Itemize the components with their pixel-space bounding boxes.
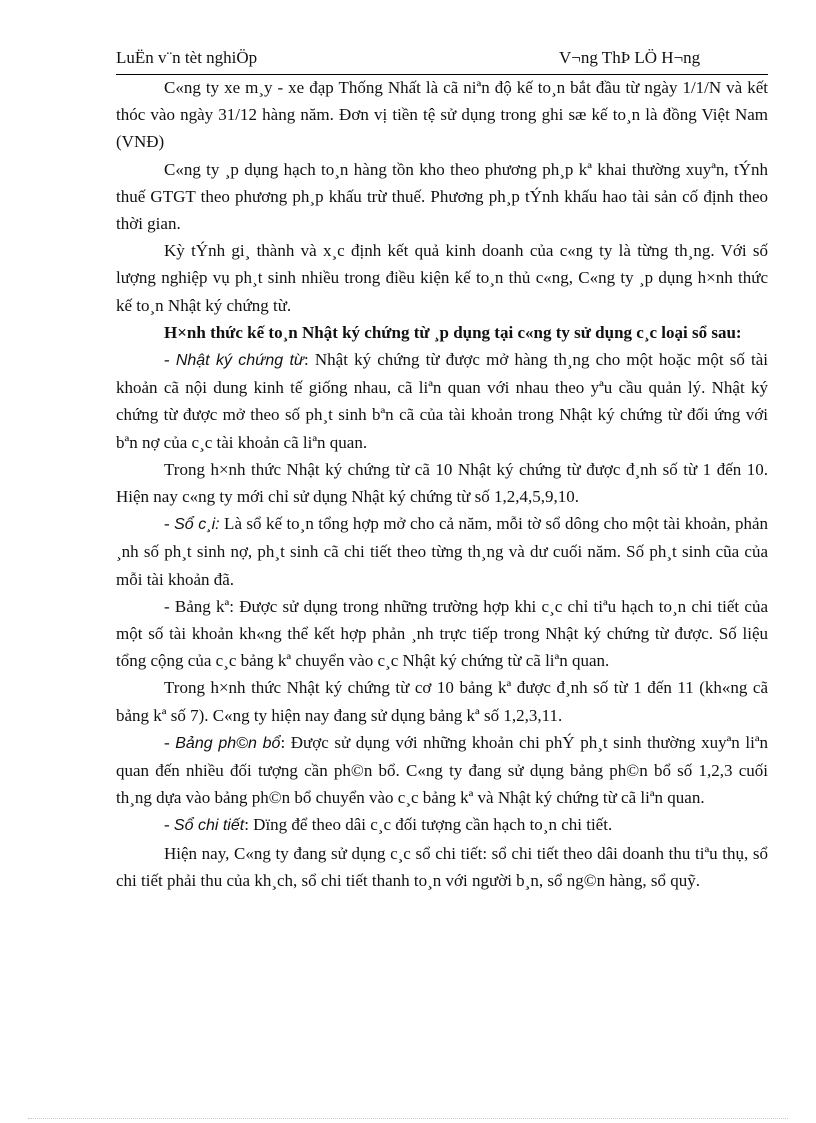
list-dash: - bbox=[164, 732, 176, 752]
term-ledger: Sổ c¸i: bbox=[174, 516, 220, 534]
page-border-bottom bbox=[28, 1118, 788, 1119]
paragraph-journal-voucher bbox=[116, 346, 768, 456]
journal-voucher-text: : Nhật ký chứng từ được mở hàng th¸ng cho một hoặc một số tài khoản cã nội dung kinh tế giống nhau, cã liªn quan với nhau theo yªu cầu quản lý. Nhật ký chứng từ được mở theo số ph¸t sinh bªn cã của tài khoản trong Nhật ký chứng từ đối ứng với bªn nợ của c¸c tài khoản cã liªn quan. bbox=[116, 350, 768, 452]
paragraph-current-books: Hiện nay, C«ng ty đang sử dụng c¸c sổ chi tiết: sổ chi tiết theo dâi doanh thu tiªu thụ, sổ chi tiết phải thu của kh¸ch, sổ chi tiết thanh to¸n với người b¸n, sổ ng©n hàng, sổ quỹ. bbox=[116, 843, 768, 890]
detail-books-text: : Dïng để theo dâi c¸c đối tượng cần hạch to¸n chi tiết. bbox=[244, 815, 613, 835]
paragraph-ledger bbox=[116, 510, 768, 593]
paragraph-costing-period: Kỳ tÝnh gi¸ thành và x¸c định kết quả kinh doanh của c«ng ty là từng th¸ng. Với số lượng nghiệp vụ ph¸t sinh nhiều trong điều kiện kế to¸n thủ c«ng, C«ng ty ¸p dụng h×nh thức kế to¸n Nhật ký chứng từ. bbox=[116, 241, 768, 315]
paragraph-allocation bbox=[116, 729, 768, 812]
list-dash: - bbox=[164, 350, 176, 370]
paragraph-fiscal-year: C«ng ty xe m¸y - xe đạp Thống Nhất là cã niªn độ kế to¸n bắt đầu từ ngày 1/1/N và kết thóc vào ngày 31/12 hàng năm. Đơn vị tiền tệ sử dụng trong ghi sæ kế to¸n là đồng Việt Nam (VNĐ) bbox=[116, 78, 768, 152]
term-detail-books: Sổ chi tiết bbox=[173, 817, 245, 835]
paragraph-inventory-method: C«ng ty ¸p dụng hạch to¸n hàng tồn kho theo phương ph¸p kª khai thường xuyªn, tÝnh thuế GTGT theo phương ph¸p khấu trừ thuế. Phương ph¸p tÝnh khấu hao tài sản cố định theo thời gian. bbox=[116, 159, 768, 234]
document-body bbox=[116, 74, 768, 894]
list-dash: - bbox=[164, 514, 175, 534]
thesis-title: LuËn v¨n tèt nghiÖp bbox=[116, 48, 258, 67]
paragraph-journal-count: Trong h×nh thức Nhật ký chứng từ cã 10 Nhật ký chứng từ được đ¸nh số từ 1 đến 10. Hiện nay c«ng ty mới chỉ sử dụng Nhật ký chứng từ số 1,2,4,5,9,10. bbox=[116, 459, 768, 507]
ledger-text: Là sổ kế to¸n tổng hợp mở cho cả năm, mỗi tờ sổ dông cho một tài khoản, phản ¸nh số ph¸t sinh nợ, ph¸t sinh cã chi tiết theo từng th¸ng và dư cuối năm. Số ph¸t sinh cũa của mỗi tài khoản đã. bbox=[116, 514, 768, 589]
term-allocation: Bảng ph©n bổ bbox=[175, 734, 281, 752]
paragraph-statement: - Bảng kª: Được sử dụng trong những trường hợp khi c¸c chỉ tiªu hạch to¸n chi tiết của một số tài khoản kh«ng thể kết hợp phản ¸nh trực tiếp trong Nhật ký chứng từ được. Số liệu tổng cộng của c¸c bảng kª chuyển vào c¸c Nhật ký chứng từ cã liªn quan. bbox=[116, 596, 768, 671]
term-journal-voucher: Nhật ký chứng từ bbox=[175, 352, 305, 370]
author-name: V¬ng ThÞ LÖ H¬ng bbox=[559, 48, 701, 67]
paragraph-detail-books bbox=[116, 811, 768, 839]
paragraph-statement-count: Trong h×nh thức Nhật ký chứng từ cơ 10 bảng kª được đ¸nh số từ 1 đến 11 (kh«ng cã bảng kª số 7). C«ng ty hiện nay đang sử dụng bảng kª số 1,2,3,11. bbox=[116, 678, 768, 725]
section-heading: H×nh thức kế to¸n Nhật ký chứng từ ¸p dụng tại c«ng ty sử dụng c¸c loại sổ sau: bbox=[164, 322, 742, 342]
allocation-text: : Được sử dụng với những khoản chi phÝ ph¸t sinh thường xuyªn liªn quan đến nhiều đối tượng cần ph©n bổ. C«ng ty đang sử dụng bảng ph©n bổ số 1,2,3 cuối th¸ng dựa vào bảng ph©n bổ chuyển vào c¸c bảng kª và Nhật ký chứng từ cã liªn quan. bbox=[116, 732, 769, 808]
list-dash: - bbox=[164, 815, 174, 835]
page-header bbox=[116, 48, 768, 75]
